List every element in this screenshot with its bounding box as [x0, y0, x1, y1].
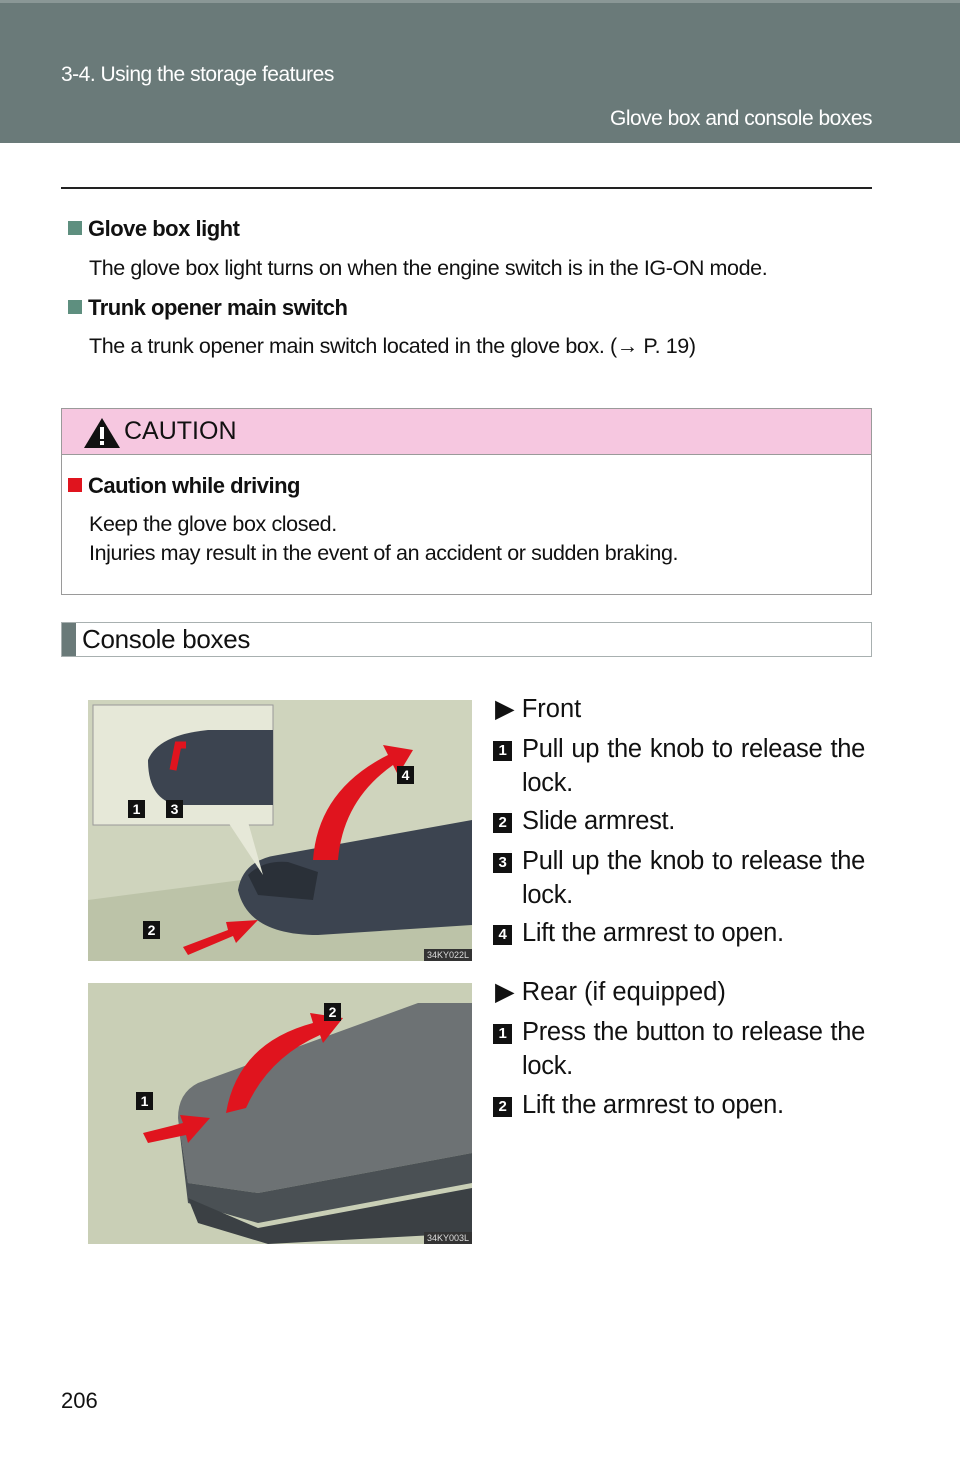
- callout-1: 1: [136, 1092, 153, 1110]
- step-text: Pull up the knob to release the lock.: [522, 735, 865, 797]
- square-bullet-icon: [68, 478, 82, 492]
- step-text: Lift the armrest to open.: [522, 1091, 784, 1119]
- page-title: Glove box and console boxes: [609, 107, 872, 130]
- step-text: Lift the armrest to open.: [522, 919, 784, 947]
- page-header: [0, 0, 960, 143]
- step-text: Press the button to release the lock.: [522, 1018, 865, 1080]
- rear-label-text: Rear (if equipped): [521, 978, 726, 1006]
- caution-header: [62, 409, 871, 455]
- callout-3: 3: [166, 800, 183, 818]
- step-item: [493, 916, 865, 950]
- note-text: The glove box light turns on when the engine switch is in the IG-ON mode.: [89, 256, 768, 280]
- step-item: [493, 804, 865, 838]
- caution-line: Injuries may result in the event of an accident or sudden braking.: [89, 541, 679, 565]
- step-item: [493, 844, 865, 912]
- step-number: 2: [493, 1097, 512, 1117]
- section-heading: [61, 622, 872, 657]
- step-item: [493, 1015, 865, 1083]
- caution-line: Keep the glove box closed.: [89, 512, 337, 536]
- callout-4: 4: [397, 766, 414, 784]
- front-label-text: Front: [521, 695, 582, 723]
- image-code: 34KY003L: [424, 1232, 472, 1244]
- callout-2: 2: [143, 921, 160, 939]
- step-number: 1: [493, 1024, 512, 1044]
- section-heading-text: Console boxes: [82, 624, 251, 654]
- caution-title: CAUTION: [124, 417, 237, 445]
- callout-2: 2: [324, 1003, 341, 1021]
- front-label: ▶ Front: [495, 695, 582, 723]
- note-heading: [68, 216, 239, 242]
- image-code: 34KY022L: [424, 949, 472, 961]
- divider: [61, 187, 872, 189]
- front-console-illustration: [88, 700, 472, 961]
- step-text: Pull up the knob to release the lock.: [522, 847, 865, 909]
- note-text: The a trunk opener main switch located in the glove box. (→ P. 19): [89, 334, 696, 358]
- warning-triangle-icon: [83, 417, 121, 449]
- step-number: 3: [493, 853, 512, 873]
- caution-box: [61, 408, 872, 595]
- note-heading-text: Trunk opener main switch: [88, 295, 348, 320]
- step-item: [493, 1088, 865, 1122]
- caution-heading: [68, 473, 300, 499]
- square-bullet-icon: [68, 300, 82, 314]
- square-bullet-icon: [68, 221, 82, 235]
- step-number: 2: [493, 813, 512, 833]
- page-number: 206: [61, 1388, 98, 1413]
- note-heading-text: Glove box light: [88, 216, 240, 241]
- step-number: 1: [493, 741, 512, 761]
- rear-armrest-drawing: [88, 983, 472, 1244]
- rear-label: ▶ Rear (if equipped): [495, 978, 726, 1006]
- step-text: Slide armrest.: [522, 807, 676, 835]
- heading-accent: [62, 623, 76, 656]
- rear-console-illustration: [88, 983, 472, 1244]
- step-number: 4: [493, 925, 512, 945]
- caution-heading-text: Caution while driving: [88, 473, 300, 498]
- note-heading: [68, 295, 347, 321]
- step-item: [493, 732, 865, 800]
- section-label: 3-4. Using the storage features: [61, 63, 334, 86]
- callout-1: 1: [128, 800, 145, 818]
